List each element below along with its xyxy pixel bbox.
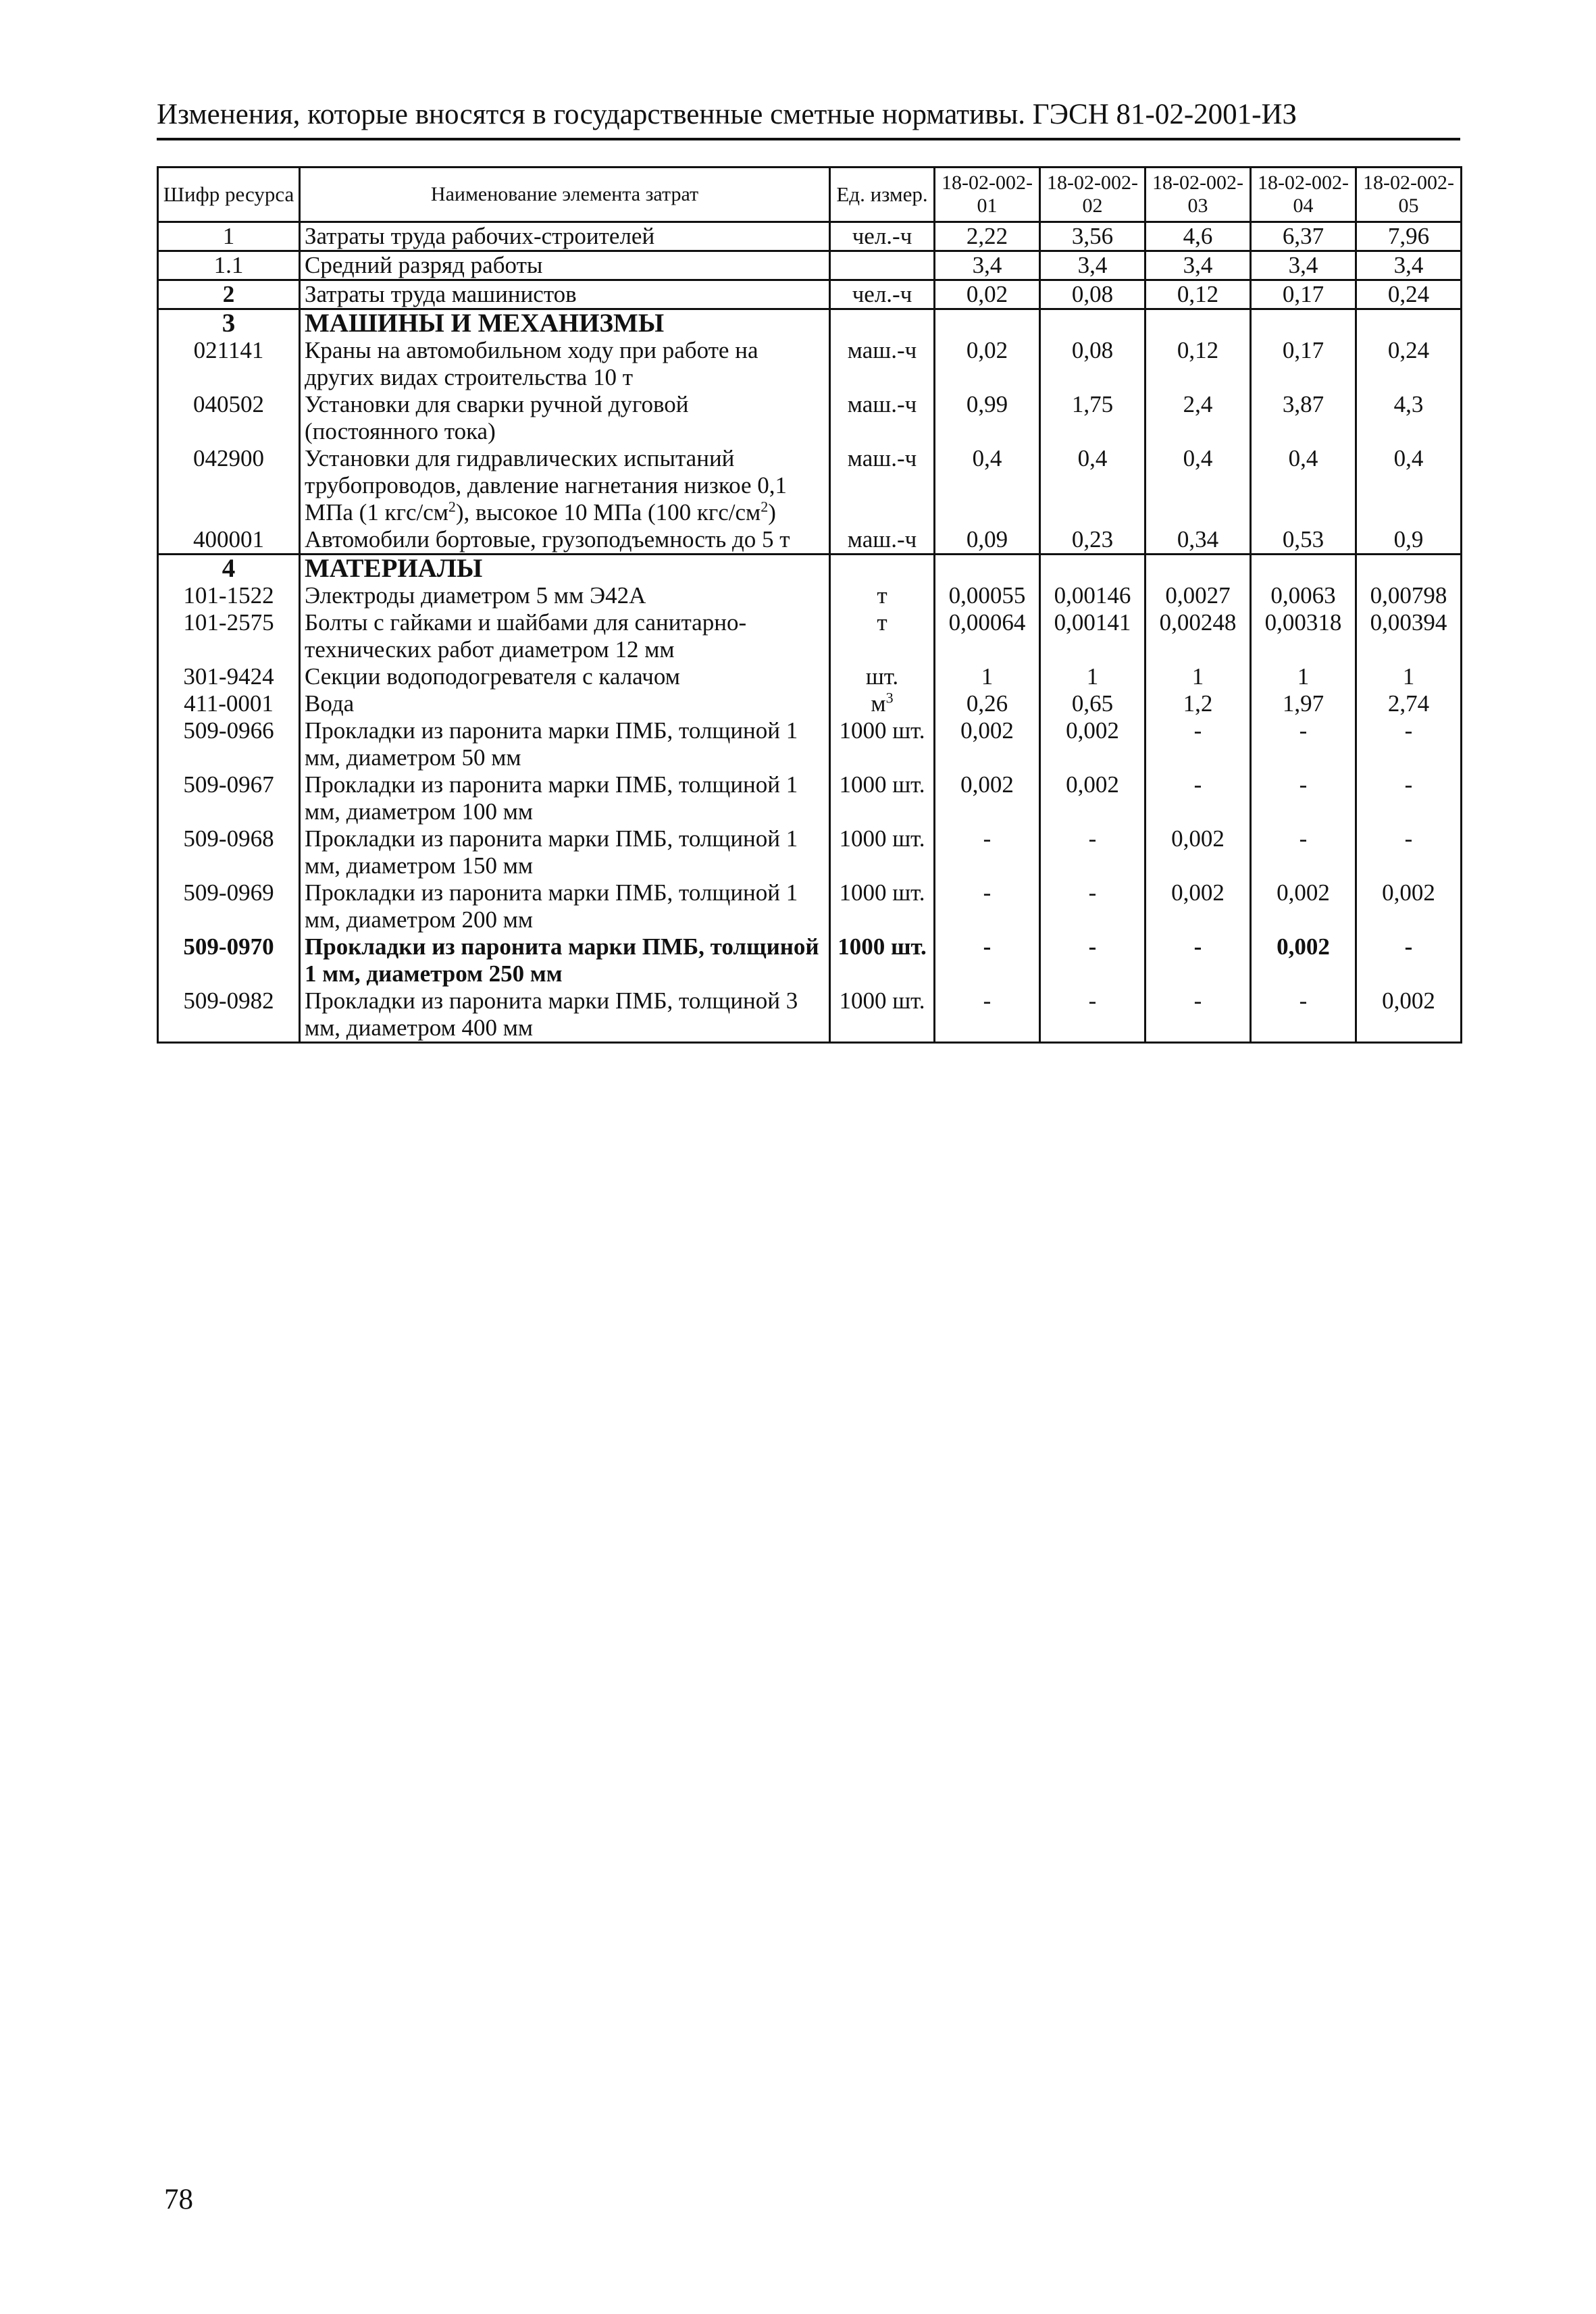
table-row [158,690,1462,717]
value-cell: 0,4 [935,445,1040,526]
value-cell: - [1356,933,1462,987]
value-cell: - [1040,879,1145,933]
section-row [158,309,1462,338]
resource-code: 400001 [158,526,300,555]
table-row [158,771,1462,825]
table-row [158,825,1462,879]
value-cell: 1 [935,663,1040,690]
value-cell [935,309,1040,338]
value-cell: 0,02 [935,280,1040,309]
col-header-variant: 18-02-002-03 [1145,168,1251,222]
col-header-unit: Ед. измер. [830,168,935,222]
value-cell: 2,22 [935,222,1040,251]
col-header-code: Шифр ресурса [158,168,300,222]
value-cell: - [1040,825,1145,879]
resource-name: Затраты труда рабочих-строителей [300,222,830,251]
value-cell: 1 [1251,663,1356,690]
resource-code: 411-0001 [158,690,300,717]
value-cell: - [935,987,1040,1043]
resource-code: 2 [158,280,300,309]
value-cell [1145,555,1251,583]
superscript: 2 [448,498,456,515]
resource-unit: 1000 шт. [830,879,935,933]
value-cell: 0,12 [1145,280,1251,309]
value-cell: 0,08 [1040,337,1145,391]
value-cell: 1 [1356,663,1462,690]
value-cell [1251,309,1356,338]
value-cell: 0,4 [1251,445,1356,526]
value-cell: - [1251,771,1356,825]
resource-name: Вода [300,690,830,717]
value-cell: 3,4 [1145,251,1251,280]
col-header-variant: 18-02-002-05 [1356,168,1462,222]
section-title: МАШИНЫ И МЕХАНИЗМЫ [300,309,830,338]
value-cell: 0,34 [1145,526,1251,555]
value-cell [1040,555,1145,583]
resource-code: 040502 [158,391,300,445]
value-cell: 0,53 [1251,526,1356,555]
value-cell: 0,00318 [1251,609,1356,663]
value-cell: 3,56 [1040,222,1145,251]
resource-unit: чел.-ч [830,280,935,309]
value-cell: 0,09 [935,526,1040,555]
resource-unit: маш.-ч [830,526,935,555]
resource-code: 509-0967 [158,771,300,825]
section-code: 4 [158,555,300,583]
resource-code: 1 [158,222,300,251]
value-cell: - [1145,771,1251,825]
resource-code: 021141 [158,337,300,391]
value-cell: 0,00146 [1040,582,1145,609]
value-cell [1251,555,1356,583]
value-cell: 0,08 [1040,280,1145,309]
resource-unit: чел.-ч [830,222,935,251]
resource-name: Прокладки из паронита марки ПМБ, толщиной 1 мм, диаметром 250 мм [300,933,830,987]
value-cell: 0,002 [1040,771,1145,825]
value-cell: 0,4 [1040,445,1145,526]
value-cell: 3,4 [1251,251,1356,280]
value-cell: 0,23 [1040,526,1145,555]
resource-code: 509-0966 [158,717,300,771]
value-cell: 3,4 [1040,251,1145,280]
resource-unit: шт. [830,663,935,690]
value-cell: - [1145,717,1251,771]
resource-unit [830,690,935,717]
value-cell: - [1040,987,1145,1043]
section-row [158,555,1462,583]
value-cell: - [1251,825,1356,879]
resource-name: Прокладки из паронита марки ПМБ, толщиной 3 мм, диаметром 400 мм [300,987,830,1043]
value-cell: 1,75 [1040,391,1145,445]
resource-name: Электроды диаметром 5 мм Э42А [300,582,830,609]
value-cell: 0,00055 [935,582,1040,609]
value-cell: - [935,879,1040,933]
value-cell: 0,002 [1356,879,1462,933]
value-cell: - [1145,933,1251,987]
value-cell: 3,4 [1356,251,1462,280]
resource-unit: т [830,582,935,609]
table-row [158,251,1462,280]
resource-code: 509-0969 [158,879,300,933]
value-cell: 0,002 [1145,879,1251,933]
resource-name: Прокладки из паронита марки ПМБ, толщиной 1 мм, диаметром 100 мм [300,771,830,825]
value-cell: 1 [1040,663,1145,690]
resource-name: Прокладки из паронита марки ПМБ, толщиной 1 мм, диаметром 200 мм [300,879,830,933]
value-cell: 0,00394 [1356,609,1462,663]
value-cell: 6,37 [1251,222,1356,251]
value-cell: - [1356,825,1462,879]
value-cell [1356,555,1462,583]
resource-unit: т [830,609,935,663]
value-cell [1356,309,1462,338]
table-row [158,445,1462,526]
resource-unit: 1000 шт. [830,987,935,1043]
value-cell [1145,309,1251,338]
resource-code: 101-2575 [158,609,300,663]
value-cell: - [1251,987,1356,1043]
table-row [158,222,1462,251]
value-cell: 0,00141 [1040,609,1145,663]
value-cell: 2,4 [1145,391,1251,445]
value-cell: 0,24 [1356,337,1462,391]
resource-name: Затраты труда машинистов [300,280,830,309]
table-row [158,717,1462,771]
resource-name [300,445,830,526]
value-cell: 0,4 [1356,445,1462,526]
table-row [158,526,1462,555]
page-header: Изменения, которые вносятся в государственные сметные нормативы. ГЭСН 81-02-2001-ИЗ [157,95,1460,140]
value-cell: 0,002 [935,771,1040,825]
resource-code: 509-0968 [158,825,300,879]
value-cell: 0,4 [1145,445,1251,526]
resource-code: 509-0970 [158,933,300,987]
value-cell: 0,002 [1356,987,1462,1043]
value-cell: 0,002 [935,717,1040,771]
superscript: 2 [761,498,769,515]
col-header-name: Наименование элемента затрат [300,168,830,222]
value-cell: 7,96 [1356,222,1462,251]
resource-unit: 1000 шт. [830,771,935,825]
name-text: ) [768,499,776,525]
value-cell: 0,002 [1251,933,1356,987]
value-cell: 1,2 [1145,690,1251,717]
value-cell: 0,9 [1356,526,1462,555]
resource-code: 1.1 [158,251,300,280]
resource-unit: 1000 шт. [830,825,935,879]
value-cell: - [1356,771,1462,825]
resource-unit: 1000 шт. [830,717,935,771]
value-cell: - [1356,717,1462,771]
value-cell: 0,00798 [1356,582,1462,609]
value-cell: 0,002 [1145,825,1251,879]
table-row [158,337,1462,391]
resource-code: 101-1522 [158,582,300,609]
col-header-variant: 18-02-002-01 [935,168,1040,222]
value-cell: 0,00064 [935,609,1040,663]
resource-name: Средний разряд работы [300,251,830,280]
value-cell: 4,3 [1356,391,1462,445]
section-code: 3 [158,309,300,338]
resource-name: Прокладки из паронита марки ПМБ, толщиной 1 мм, диаметром 150 мм [300,825,830,879]
resource-unit: маш.-ч [830,337,935,391]
resource-unit [830,251,935,280]
value-cell: 1 [1145,663,1251,690]
value-cell: 0,17 [1251,280,1356,309]
value-cell: 0,002 [1040,717,1145,771]
resource-unit: 1000 шт. [830,933,935,987]
col-header-variant: 18-02-002-04 [1251,168,1356,222]
resource-name: Установки для сварки ручной дуговой (постоянного тока) [300,391,830,445]
table-row [158,391,1462,445]
value-cell: - [1145,987,1251,1043]
resource-name: Прокладки из паронита марки ПМБ, толщиной 1 мм, диаметром 50 мм [300,717,830,771]
unit-text: м [871,690,886,717]
value-cell: 0,0027 [1145,582,1251,609]
page-number: 78 [164,2184,193,2215]
table-row [158,987,1462,1043]
value-cell: 4,6 [1145,222,1251,251]
resource-name: Секции водоподогревателя с калачом [300,663,830,690]
value-cell: 3,4 [935,251,1040,280]
table-row [158,879,1462,933]
value-cell: 0,02 [935,337,1040,391]
value-cell: 0,65 [1040,690,1145,717]
resource-unit [830,555,935,583]
resource-unit: маш.-ч [830,391,935,445]
value-cell: 1,97 [1251,690,1356,717]
value-cell: 0,17 [1251,337,1356,391]
value-cell: - [935,825,1040,879]
table-header-row [158,168,1462,222]
table-row [158,609,1462,663]
resource-unit: маш.-ч [830,445,935,526]
value-cell: - [935,933,1040,987]
table-row [158,663,1462,690]
resource-unit [830,309,935,338]
resource-name: Болты с гайками и шайбами для санитарно-технических работ диаметром 12 мм [300,609,830,663]
value-cell: 0,002 [1251,879,1356,933]
value-cell: 0,00248 [1145,609,1251,663]
resource-name: Краны на автомобильном ходу при работе на других видах строительства 10 т [300,337,830,391]
name-text: Установки для гидравлических испытаний трубопроводов, давление нагнетания низкое 0,1 МПа (1 кгс/см [305,445,788,525]
value-cell: 3,87 [1251,391,1356,445]
value-cell [1040,309,1145,338]
resource-code: 301-9424 [158,663,300,690]
value-cell: 0,24 [1356,280,1462,309]
value-cell: 0,99 [935,391,1040,445]
value-cell: - [1251,717,1356,771]
resource-code: 042900 [158,445,300,526]
resource-code: 509-0982 [158,987,300,1043]
value-cell: 0,0063 [1251,582,1356,609]
resource-name: Автомобили бортовые, грузоподъемность до 5 т [300,526,830,555]
col-header-variant: 18-02-002-02 [1040,168,1145,222]
value-cell: 2,74 [1356,690,1462,717]
value-cell: - [1040,933,1145,987]
name-text: ), высокое 10 МПа (100 кгс/см [455,499,761,525]
value-cell: 0,26 [935,690,1040,717]
value-cell [935,555,1040,583]
table-row [158,933,1462,987]
table-row [158,280,1462,309]
section-title: МАТЕРИАЛЫ [300,555,830,583]
superscript: 3 [885,689,894,706]
value-cell: 0,12 [1145,337,1251,391]
table-row [158,582,1462,609]
resource-norms-table [157,166,1462,1044]
